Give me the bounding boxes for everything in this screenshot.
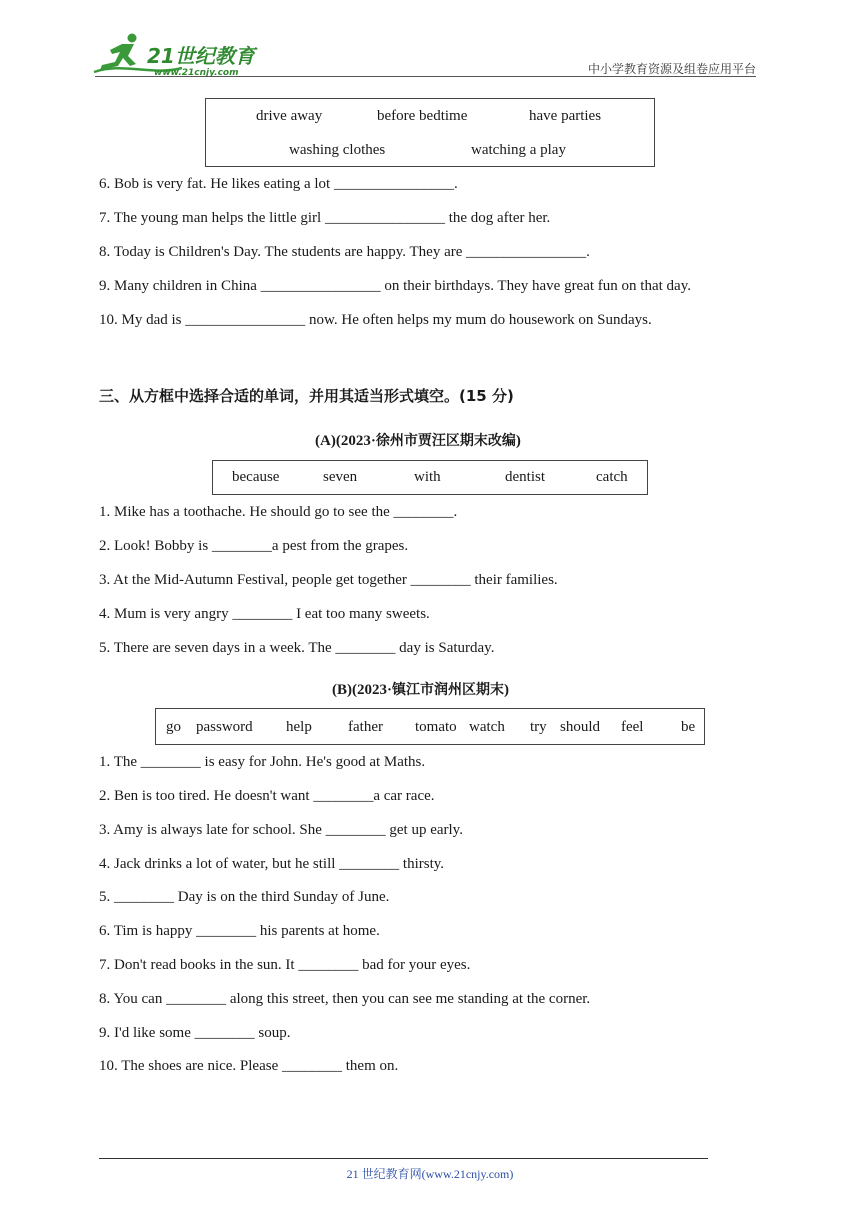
question-line: 9. I'd like some ________ soup.	[99, 1025, 291, 1041]
question-line: 10. The shoes are nice. Please ________ them on.	[99, 1058, 399, 1074]
question-line: 8. Today is Children's Day. The students are happy. They are ________________.	[99, 244, 590, 260]
question-line: 4. Jack drinks a lot of water, but he still ________ thirsty.	[99, 856, 445, 872]
question-line: 1. Mike has a toothache. He should go to see the ________.	[99, 504, 458, 520]
box-word: father	[348, 719, 383, 735]
logo-main-text: 21世纪教育	[147, 44, 255, 68]
box-word: watch	[469, 719, 505, 735]
word-box-part2	[205, 98, 655, 167]
box-word: feel	[621, 719, 644, 735]
word-box-section-a	[212, 460, 648, 495]
box-word: be	[681, 719, 696, 735]
question-line: 6. Bob is very fat. He likes eating a lot ________________.	[99, 176, 458, 192]
box-word: because	[232, 469, 280, 485]
question-line: 5. ________ Day is on the third Sunday of June.	[99, 889, 390, 905]
platform-title: 中小学教育资源及组卷应用平台	[587, 62, 756, 76]
box-word: with	[414, 469, 441, 485]
question-line: 3. At the Mid-Autumn Festival, people get together ________ their families.	[99, 572, 558, 588]
section-b-title: (B)(2023·镇江市润州区期末)	[332, 682, 509, 698]
box-word: washing clothes	[289, 142, 386, 158]
question-line: 7. The young man helps the little girl ________________ the dog after her.	[99, 210, 551, 226]
footer-link[interactable]: 21 世纪教育网(www.21cnjy.com)	[346, 1167, 514, 1181]
question-line: 1. The ________ is easy for John. He's good at Maths.	[99, 754, 426, 770]
box-word: go	[166, 719, 181, 735]
question-line: 6. Tim is happy ________ his parents at home.	[99, 923, 380, 939]
word-box-section-b	[155, 708, 705, 745]
question-line: 7. Don't read books in the sun. It ________ bad for your eyes.	[99, 957, 471, 973]
box-word: try	[530, 719, 547, 735]
box-word: catch	[596, 469, 628, 485]
box-word: should	[560, 719, 601, 735]
header-divider	[95, 76, 756, 77]
question-line: 2. Look! Bobby is ________a pest from the grapes.	[99, 538, 409, 554]
box-word: tomato	[415, 719, 457, 735]
box-word: password	[196, 719, 253, 735]
section-heading: 三、从方框中选择合适的单词，并用其适当形式填空。(15 分)	[99, 387, 514, 405]
section-a-title: (A)(2023·徐州市贾汪区期末改编)	[315, 433, 521, 449]
question-line: 5. There are seven days in a week. The ________ day is Saturday.	[99, 640, 495, 656]
box-word: seven	[323, 469, 358, 485]
question-line: 2. Ben is too tired. He doesn't want ________a car race.	[99, 788, 435, 804]
question-line: 10. My dad is ________________ now. He often helps my mum do housework on Sundays.	[99, 312, 652, 328]
question-line: 9. Many children in China ________________ on their birthdays. They have great fun on that day.	[99, 278, 691, 294]
question-line: 3. Amy is always late for school. She ________ get up early.	[99, 822, 463, 838]
question-line: 8. You can ________ along this street, then you can see me standing at the corner.	[99, 991, 591, 1007]
box-word: drive away	[256, 108, 323, 124]
box-word: dentist	[505, 469, 545, 485]
box-word: have parties	[529, 108, 602, 124]
site-logo	[92, 32, 267, 78]
box-word: before bedtime	[377, 108, 468, 124]
box-word: watching a play	[471, 142, 566, 158]
logo-sub-text: www.21cnjy.com	[154, 68, 239, 78]
box-word: help	[286, 719, 312, 735]
question-line: 4. Mum is very angry ________ I eat too many sweets.	[99, 606, 430, 622]
footer-divider	[99, 1158, 708, 1159]
